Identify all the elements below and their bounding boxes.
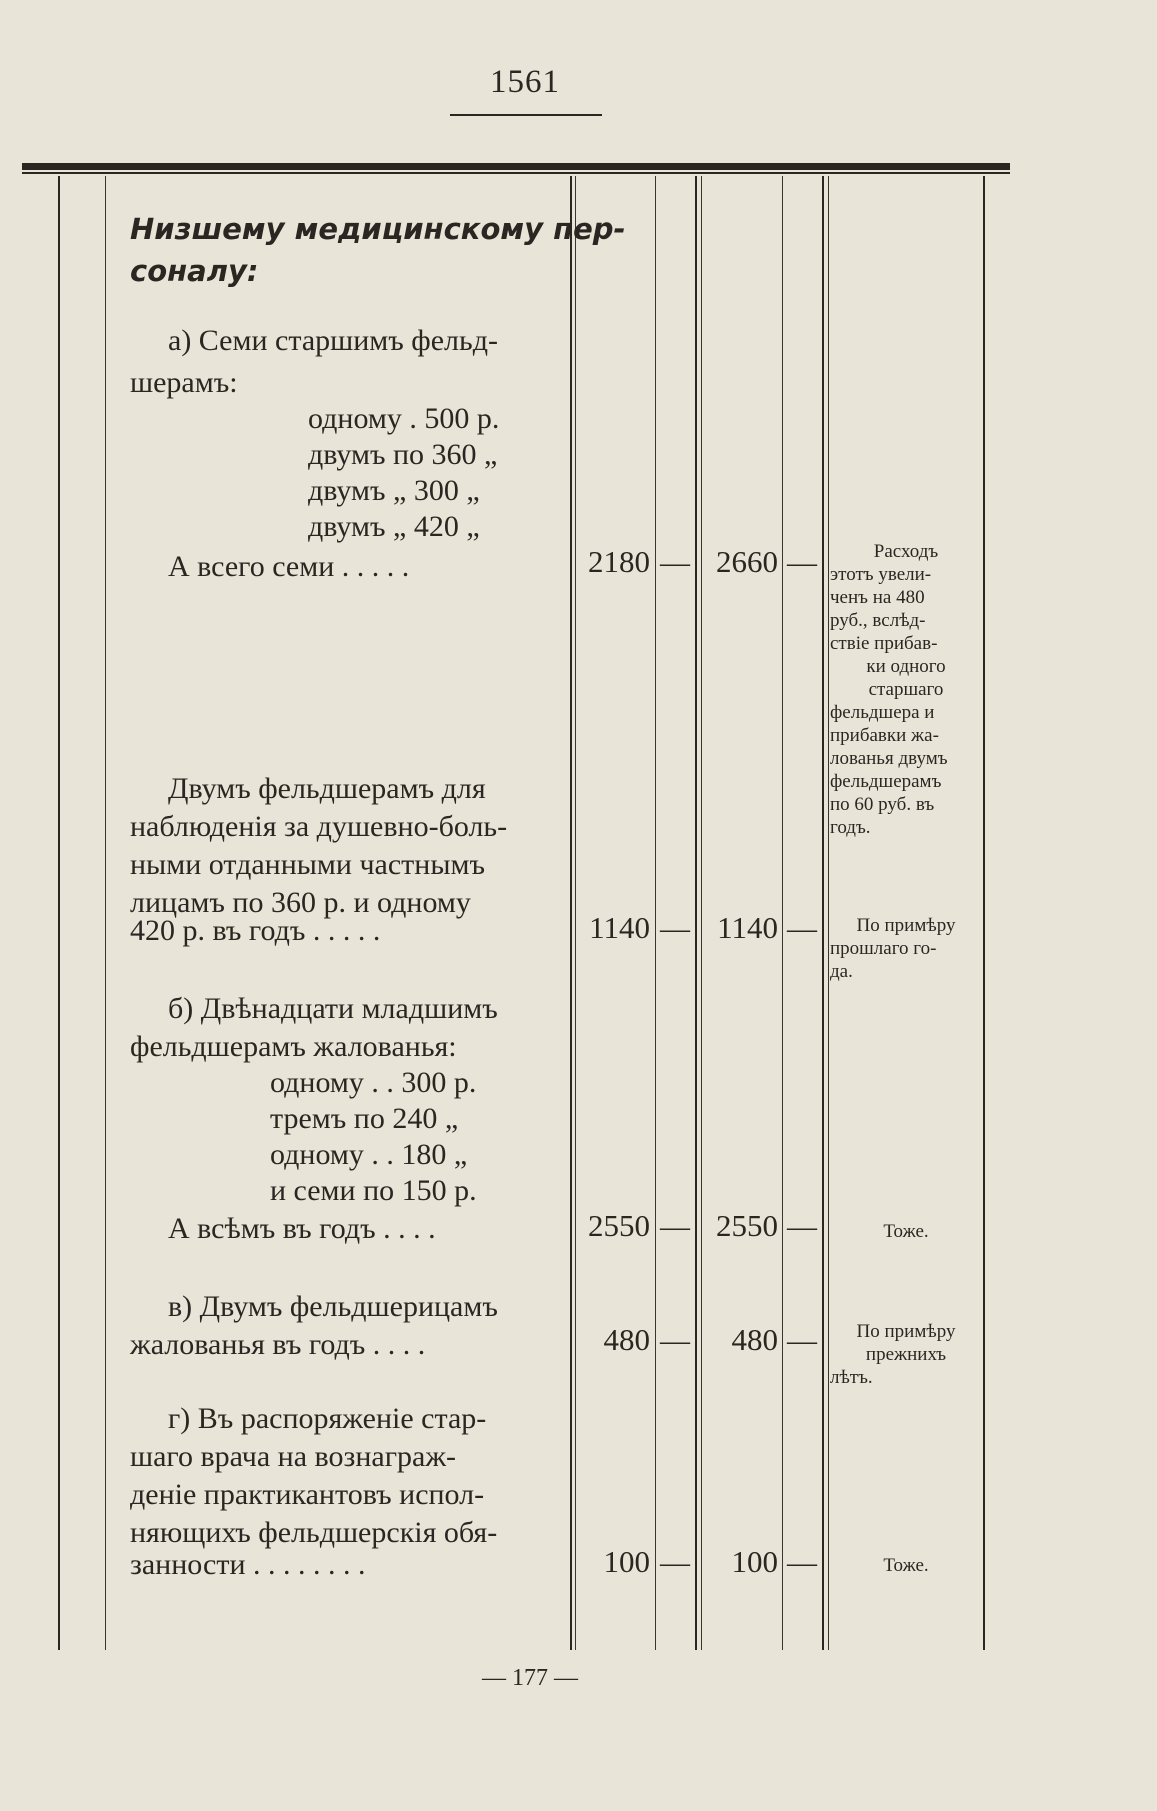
- column-rule-new-end: [822, 176, 824, 1650]
- section-two-line: ными отданными частнымъ: [130, 848, 485, 881]
- section-v-line: в) Двумъ фельдшерицамъ: [168, 1290, 498, 1323]
- section-a-title-2: шерамъ:: [130, 366, 238, 399]
- section-b-title-2: фельдшерамъ жалованья:: [130, 1030, 457, 1063]
- footer-page-number: — 177 —: [482, 1665, 578, 1691]
- section-g-line: шаго врача на вознаграж-: [130, 1440, 457, 1473]
- page-number-underline: [450, 114, 602, 116]
- section-heading-line-1: Низшему медицинскому пер-: [130, 212, 626, 246]
- column-rule-right: [983, 176, 985, 1650]
- column-rule-prev-kop: [655, 176, 656, 1650]
- section-v-kop-prev: —: [660, 1324, 690, 1357]
- column-rule-text-end: [570, 176, 572, 1650]
- section-two-total-label: 420 р. въ годъ . . . . .: [130, 914, 381, 947]
- section-two-note: По примѣру прошлаго го- да.: [830, 915, 956, 982]
- section-g-note: Тоже.: [883, 1555, 929, 1576]
- section-a-amount-new: 2660: [716, 544, 778, 579]
- column-rule-new-end-2: [828, 176, 829, 1650]
- column-rule-prev-end: [695, 176, 697, 1650]
- section-g-total-label: занности . . . . . . . .: [130, 1548, 366, 1581]
- section-g-kop-new: —: [787, 1546, 817, 1579]
- section-a-note: Расходъ этотъ увели- ченъ на 480 руб., вслѣд- ствіе прибав- ки одного старшаго фельдшера и прибавки жа- лованья двумъ фельдшерамъ по 60 руб. въ годъ.: [830, 541, 948, 838]
- section-b-amount-prev: 2550: [588, 1208, 650, 1243]
- table-top-rule: [22, 163, 1010, 170]
- section-g-amount-new: 100: [731, 1544, 778, 1579]
- section-a-amount-prev: 2180: [588, 544, 650, 579]
- section-b-breakdown: и семи по 150 р.: [270, 1174, 477, 1207]
- section-b-note: Тоже.: [883, 1221, 929, 1242]
- section-two-amount-prev: 1140: [589, 910, 650, 945]
- section-v-total-label: жалованья въ годъ . . . .: [130, 1328, 426, 1361]
- section-two-line: наблюденія за душевно-боль-: [130, 810, 508, 843]
- section-b-kop-new: —: [787, 1210, 817, 1243]
- section-b-breakdown: одному . . 180 „: [270, 1138, 468, 1171]
- section-two-kop-new: —: [787, 912, 817, 945]
- section-a-breakdown: двумъ „ 420 „: [308, 510, 480, 543]
- section-b-breakdown: тремъ по 240 „: [270, 1102, 459, 1135]
- section-b-amount-new: 2550: [716, 1208, 778, 1243]
- section-g-line: деніе практикантовъ испол-: [130, 1478, 485, 1511]
- section-b-title-1: б) Двѣнадцати младшимъ: [168, 992, 498, 1025]
- section-two-amount-new: 1140: [717, 910, 778, 945]
- section-heading-line-2: соналу:: [130, 254, 259, 288]
- section-a-kop-new: —: [787, 546, 817, 579]
- column-rule-margin: [105, 176, 106, 1650]
- section-g-kop-prev: —: [660, 1546, 690, 1579]
- section-a-kop-prev: —: [660, 546, 690, 579]
- section-a-breakdown: двумъ по 360 „: [308, 438, 498, 471]
- section-v-amount-new: 480: [731, 1322, 778, 1357]
- section-v-kop-new: —: [787, 1324, 817, 1357]
- section-g-amount-prev: 100: [603, 1544, 650, 1579]
- section-v-amount-prev: 480: [603, 1322, 650, 1357]
- column-rule-new-kop: [782, 176, 783, 1650]
- section-two-line: Двумъ фельдшерамъ для: [168, 772, 486, 805]
- section-b-kop-prev: —: [660, 1210, 690, 1243]
- section-g-line: г) Въ распоряженіе стар-: [168, 1402, 487, 1435]
- column-rule-left: [58, 176, 60, 1650]
- section-b-breakdown: одному . . 300 р.: [270, 1066, 477, 1099]
- section-v-note: По примѣру прежнихъ лѣтъ.: [830, 1321, 956, 1388]
- section-a-total-label: А всего семи . . . . .: [168, 550, 410, 583]
- section-b-total-label: А всѣмъ въ годъ . . . .: [168, 1212, 436, 1245]
- section-a-breakdown: одному . 500 р.: [308, 402, 500, 435]
- page-number: 1561: [490, 64, 560, 100]
- section-g-line: няющихъ фельдшерскія обя-: [130, 1516, 498, 1549]
- section-two-kop-prev: —: [660, 912, 690, 945]
- section-a-title-1: а) Семи старшимъ фельд-: [168, 324, 498, 357]
- section-two-line: лицамъ по 360 р. и одному: [130, 886, 471, 919]
- section-a-breakdown: двумъ „ 300 „: [308, 474, 480, 507]
- table-top-rule-thin: [22, 172, 1010, 174]
